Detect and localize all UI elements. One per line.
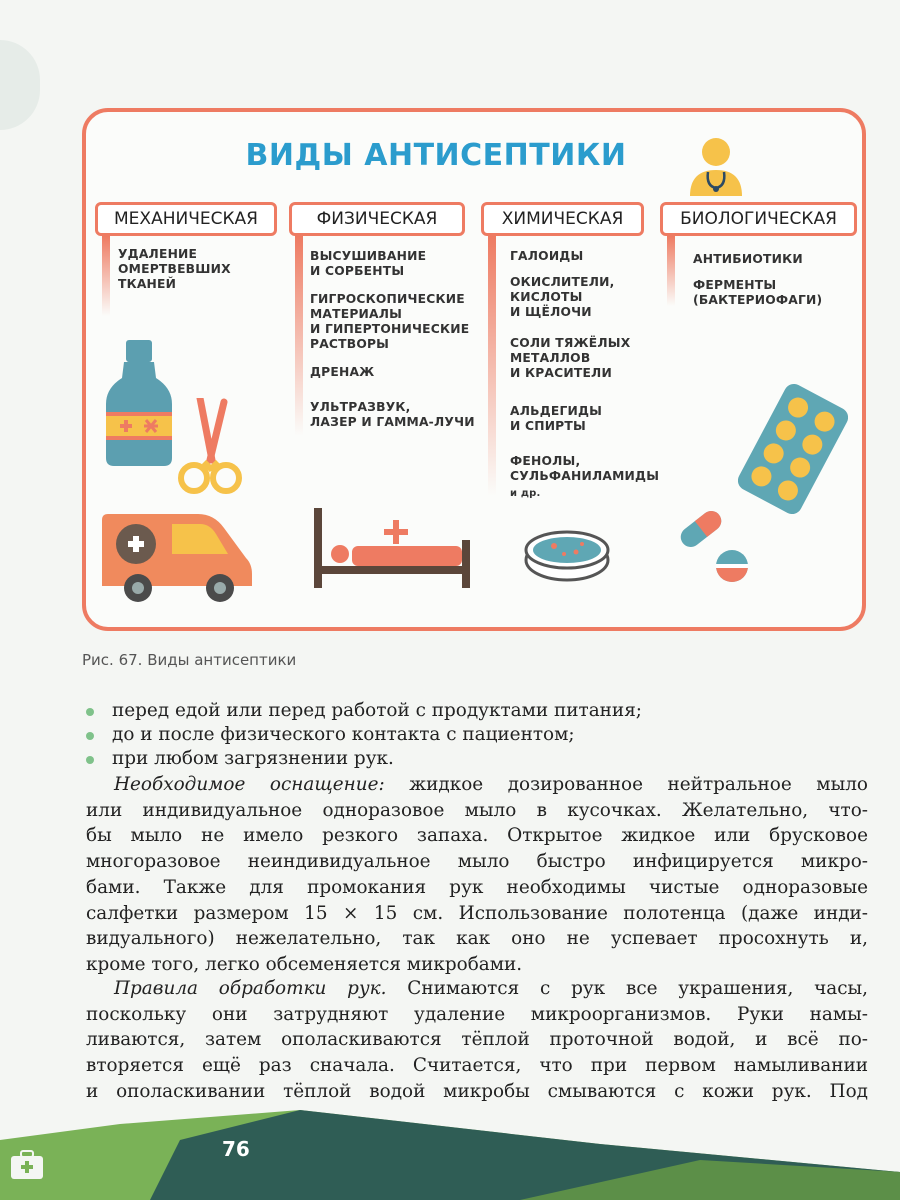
category-item: и др. [510,488,541,499]
bottle-icon [106,340,172,466]
category-bar [102,236,110,316]
text-line: вторяется ещё раз сначала. Считается, что при первом намыливании [86,1055,868,1077]
text-line: многоразовое неиндивидуальное мыло быстро инфицируется микро- [86,851,868,873]
text-line: поскольку они затрудняют удаление микроорганизмов. Руки намы- [86,1003,868,1025]
category-item: ДРЕНАЖ [310,365,375,379]
bullet-dot [86,708,94,716]
list-item-text: перед едой или перед работой с продуктами питания; [112,700,642,721]
first-aid-kit-icon [10,1150,44,1180]
category-physical: ФИЗИЧЕСКАЯ [289,202,465,236]
category-mechanical: МЕХАНИЧЕСКАЯ [95,202,277,236]
ambulance-icon [102,510,254,604]
text-line: бами. Также для промокания рук необходимы чистые одноразовые [86,876,868,898]
category-biological: БИОЛОГИЧЕСКАЯ [660,202,857,236]
category-item: АЛЬДЕГИДЫ И СПИРТЫ [510,404,603,433]
hospital-bed-icon [312,504,472,590]
category-item: ВЫСУШИВАНИЕ И СОРБЕНТЫ [310,249,427,278]
text-line: кроме того, легко обсеменяется микробами. [86,953,523,975]
petri-dish-icon [524,530,610,582]
page-number: 76 [222,1137,250,1161]
figure-title: ВИДЫ АНТИСЕПТИКИ [245,138,627,173]
category-item: СОЛИ ТЯЖЁЛЫХ МЕТАЛЛОВ И КРАСИТЕЛИ [510,336,631,380]
category-item: ГИГРОСКОПИЧЕСКИЕ МАТЕРИАЛЫ И ГИПЕРТОНИЧЕСКИЕ РАСТВОРЫ [310,292,470,351]
figure-antiseptics [82,108,866,631]
category-bar [295,236,303,436]
page-footer [0,1110,900,1200]
paragraph-lead: Необходимое оснащение: [114,774,385,795]
figure-caption: Рис. 67. Виды антисептики [82,651,297,669]
text-line [86,772,868,798]
tablet-icon [714,548,750,584]
list-item-text: до и после физического контакта с пациентом; [112,724,575,745]
list-item [86,699,866,723]
category-item: ФЕРМЕНТЫ (БАКТЕРИОФАГИ) [693,278,823,307]
text-line: видуального) нежелательно, так как оно не успевает просохнуть и, [86,928,868,950]
category-item: УЛЬТРАЗВУК, ЛАЗЕР И ГАММА-ЛУЧИ [310,400,475,429]
category-bar [488,236,496,496]
doctor-icon [686,134,746,196]
category-item: ФЕНОЛЫ, СУЛЬФАНИЛАМИДЫ [510,454,660,483]
paragraph-equipment [86,772,868,978]
text-line: и ополаскивании тёплой водой микробы смываются с кожи рук. Под [86,1080,868,1102]
list-item [86,747,866,771]
text-line-content: Снимаются с рук все украшения, часы, [386,978,868,999]
text-line: салфетки размером 15 × 15 см. Использование полотенца (даже инди- [86,902,868,924]
bullet-dot [86,732,94,740]
scissors-icon [174,398,244,498]
category-chemical: ХИМИЧЕСКАЯ [481,202,644,236]
list-item [86,723,866,747]
category-item: АНТИБИОТИКИ [693,252,803,266]
list-item-text: при любом загрязнении рук. [112,748,394,769]
bullet-list [86,699,866,771]
capsule-icon [676,506,726,552]
pill-blister-icon [738,384,848,514]
text-line [86,976,868,1002]
text-line: или индивидуальное одноразовое мыло в кусочках. Желательно, что- [86,799,868,821]
bullet-dot [86,756,94,764]
paragraph-lead: Правила обработки рук. [114,978,387,999]
category-item: УДАЛЕНИЕ ОМЕРТВЕВШИХ ТКАНЕЙ [118,247,231,291]
category-item: ГАЛОИДЫ [510,249,584,263]
text-line: бы мыло не имело резкого запаха. Открытое жидкое или брусковое [86,825,868,847]
text-line-content: жидкое дозированное нейтральное мыло [384,774,868,795]
text-line: ливаются, затем ополаскиваются тёплой проточной водой, и всё по- [86,1029,868,1051]
category-item: ОКИСЛИТЕЛИ, КИСЛОТЫ И ЩЁЛОЧИ [510,275,615,319]
paragraph-hand-rules [86,976,868,1105]
page-corner-shade [0,40,40,130]
category-bar [667,236,675,306]
